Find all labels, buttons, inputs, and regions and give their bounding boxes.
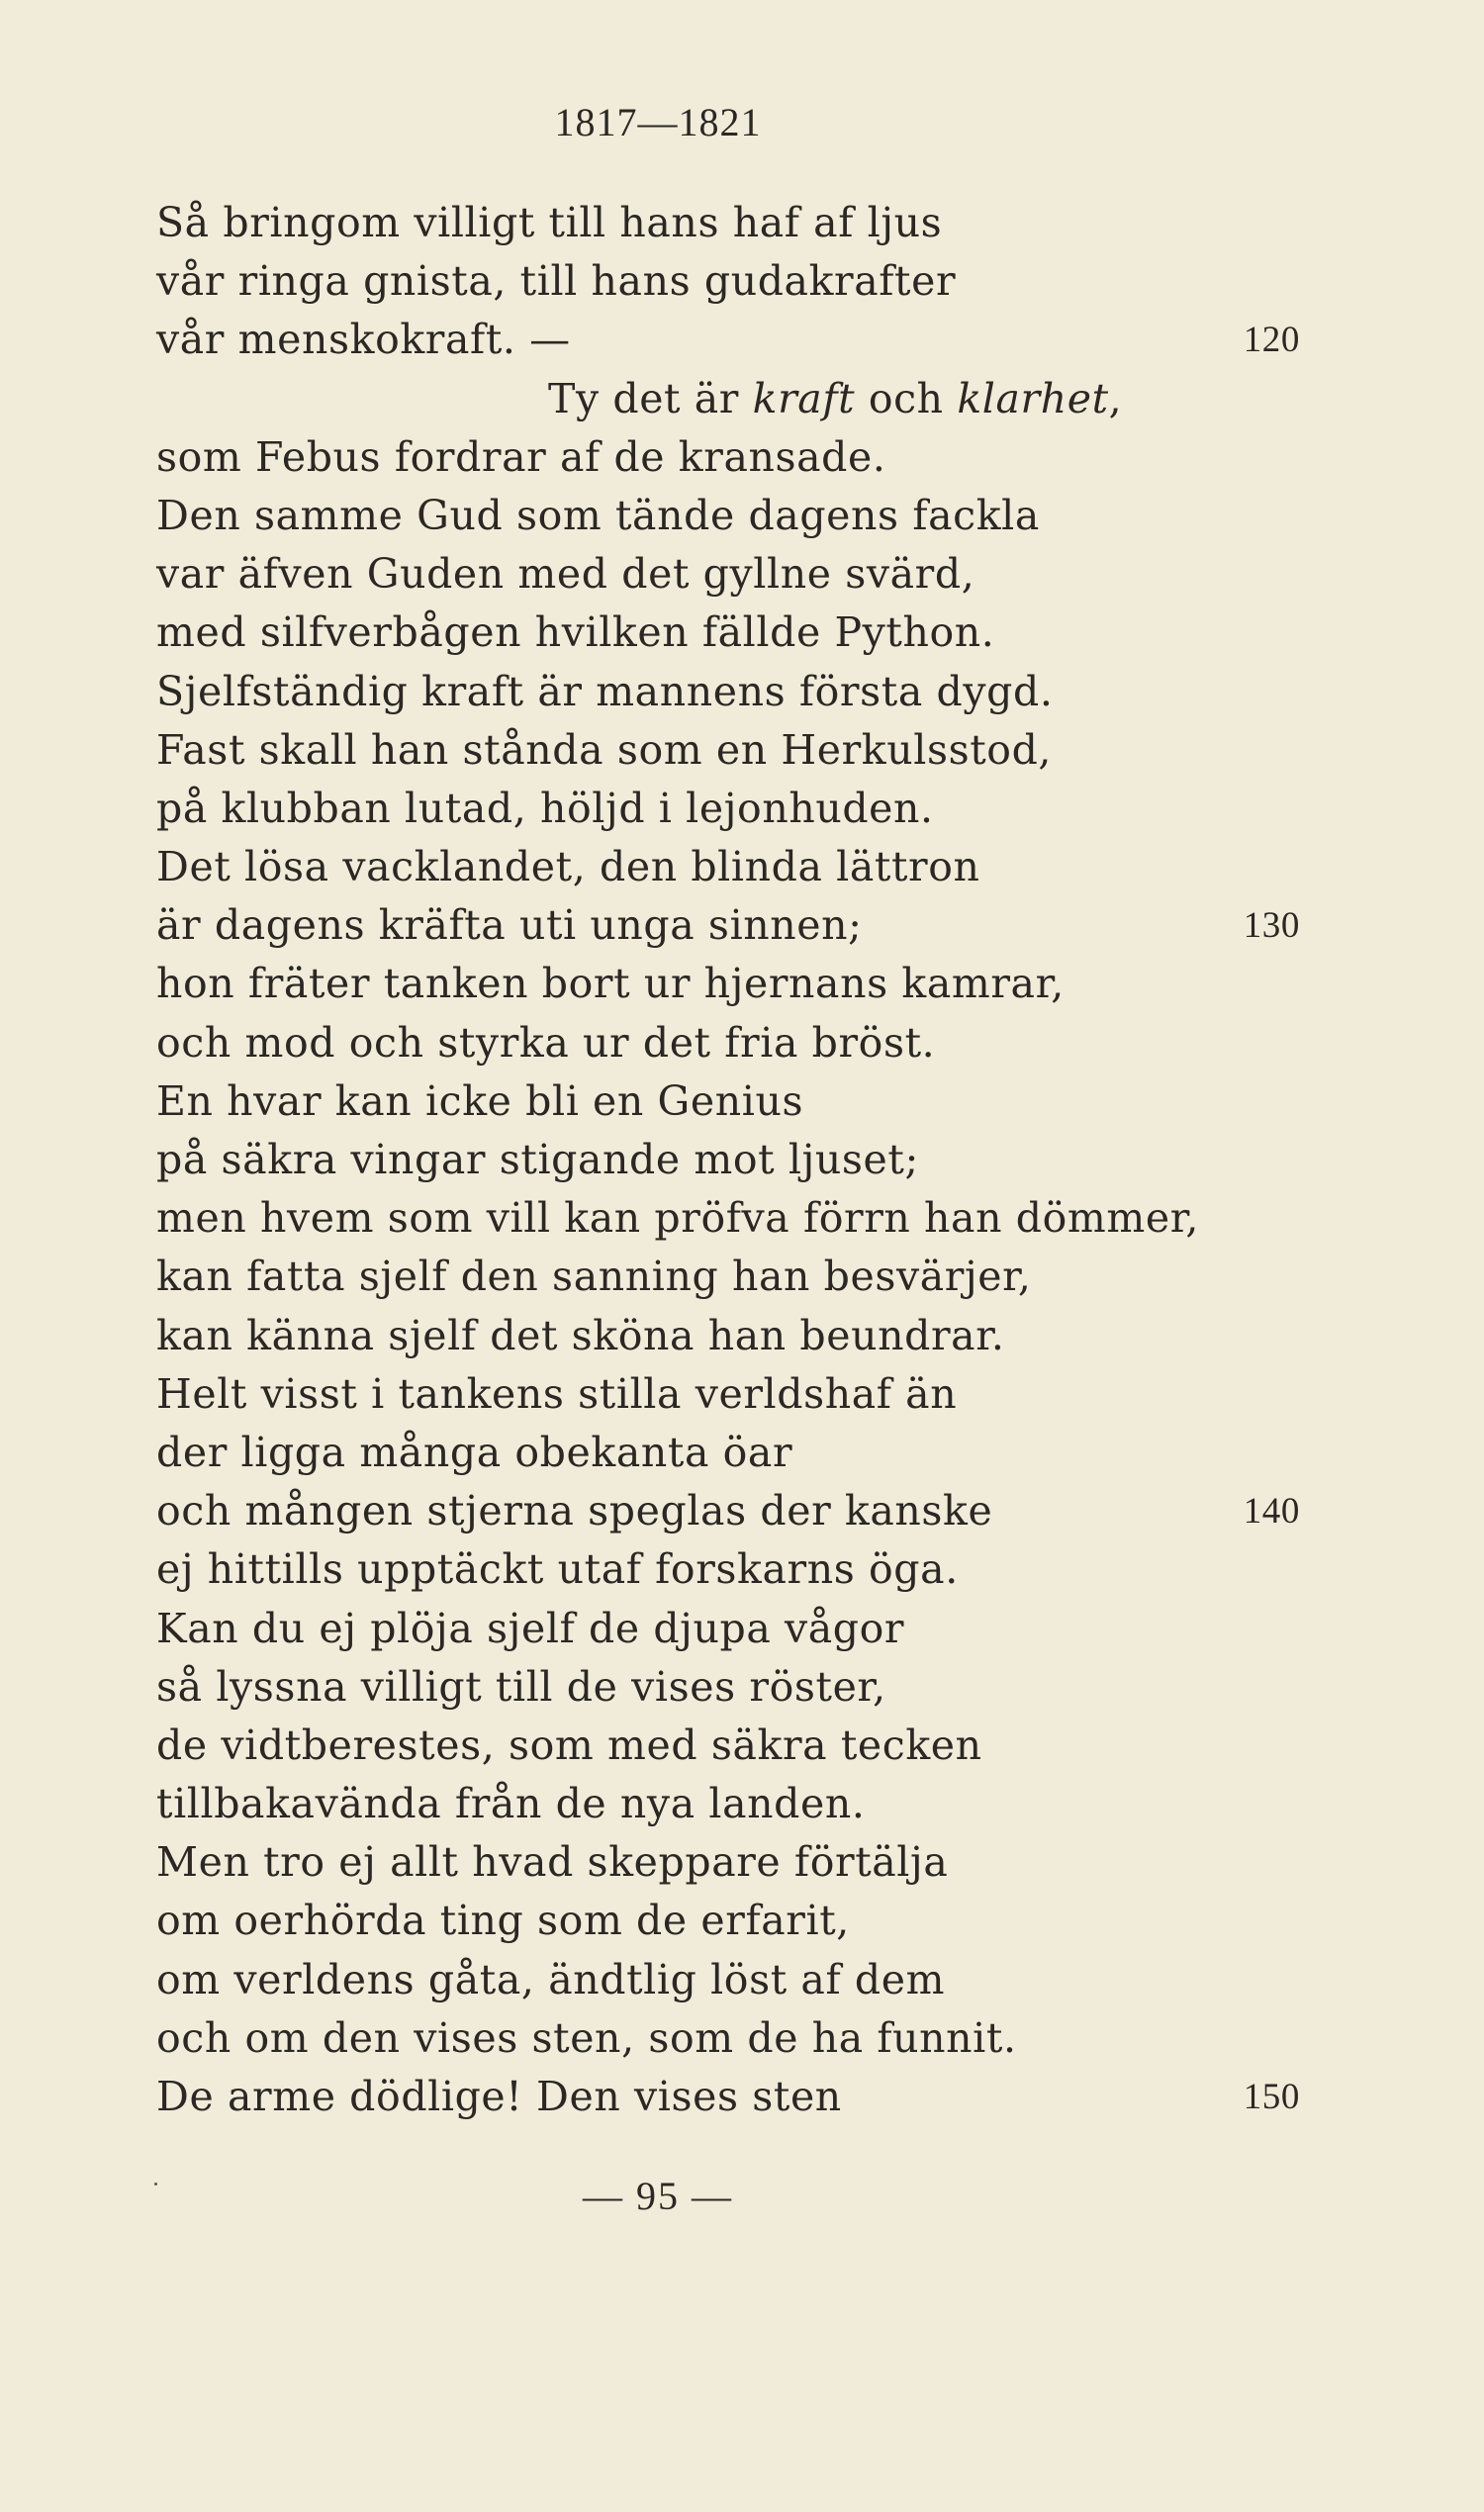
- poem-line: [156, 487, 1324, 545]
- poem-line-text: kan känna sjelf det sköna han beundrar.: [156, 1311, 1005, 1359]
- poem-text: [156, 194, 1324, 2126]
- poem-line: [156, 1248, 1324, 1306]
- poem-line-text: och mod och styrka ur det fria bröst.: [156, 1018, 936, 1067]
- poem-line: [156, 1482, 1324, 1540]
- line-number: 150: [1243, 2077, 1300, 2117]
- poem-line-text: så lyssna villigt till de vises röster,: [156, 1662, 886, 1711]
- poem-line: [156, 1307, 1324, 1365]
- poem-line-text: är dagens kräfta uti unga sinnen;: [156, 901, 863, 950]
- poem-line: [156, 252, 1324, 311]
- poem-line-text: Men tro ej allt hvad skeppare förtälja: [156, 1838, 949, 1887]
- line-number: 140: [1243, 1491, 1300, 1533]
- poem-line-text: men hvem som vill kan pröfva förrn han dömmer,: [156, 1194, 1200, 1243]
- poem-line-text: och om den vises sten, som de ha funnit.: [156, 2013, 1017, 2062]
- poem-line: [156, 1540, 1324, 1599]
- poem-line-text: på klubban lutad, höljd i lejonhuden.: [156, 784, 934, 832]
- poem-line-text: tillbakavända från de nya landen.: [156, 1780, 866, 1828]
- poem-line: [156, 545, 1324, 604]
- poem-line: [156, 1833, 1324, 1892]
- poem-line-text: ,: [1108, 374, 1123, 422]
- poem-line: [156, 2009, 1324, 2068]
- poem-line-text: Fast skall han stånda som en Herkulsstod,: [156, 725, 1053, 774]
- poem-line: [156, 2068, 1324, 2126]
- poem-line-text: Kan du ej plöja sjelf de djupa vågor: [156, 1604, 905, 1652]
- poem-line: [156, 1775, 1324, 1833]
- poem-line-text: med silfverbågen hvilken fällde Python.: [156, 608, 995, 657]
- poem-line-text: var äfven Guden med det gyllne svärd,: [156, 550, 975, 599]
- poem-line-text: och mången stjerna speglas der kanske: [156, 1487, 993, 1535]
- poem-line: [156, 896, 1324, 955]
- poem-line: [156, 194, 1324, 252]
- poem-line: [156, 1658, 1324, 1717]
- poem-line-text: om oerhörda ting som de erfarit,: [156, 1897, 850, 1945]
- poem-line: [156, 604, 1324, 662]
- poem-line-text: vår menskokraft. —: [156, 316, 571, 364]
- poem-line-text: om verldens gåta, ändtlig löst af dem: [156, 1955, 946, 2003]
- poem-line: [156, 1072, 1324, 1131]
- poem-line: [156, 838, 1324, 896]
- poem-line-text: Ty det är: [548, 374, 753, 422]
- poem-line-text: Så bringom villigt till hans haf af ljus: [156, 199, 943, 246]
- poem-line: [156, 663, 1324, 721]
- poem-line: [156, 1600, 1324, 1658]
- poem-line-emphasis: klarhet: [957, 374, 1109, 422]
- poem-line-text: Den samme Gud som tände dagens fackla: [156, 491, 1040, 539]
- poem-line-text: vår ringa gnista, till hans gudakrafter: [156, 257, 957, 306]
- poem-line-text: De arme dödlige! Den vises sten: [156, 2073, 842, 2120]
- poem-line-text: Sjelfständig kraft är mannens första dygd.: [156, 667, 1054, 715]
- poem-line-text: der ligga många obekanta öar: [156, 1428, 793, 1476]
- poem-line-text: på säkra vingar stigande mot ljuset;: [156, 1136, 919, 1183]
- poem-line-text: Det lösa vacklandet, den blinda lättron: [156, 843, 980, 891]
- poem-line: [156, 1131, 1324, 1189]
- poem-line: [156, 1014, 1324, 1072]
- poem-line: [156, 780, 1324, 838]
- poem-line: [156, 1951, 1324, 2009]
- poem-line: [156, 1892, 1324, 1950]
- line-number: 130: [1243, 905, 1300, 947]
- poem-line-text: de vidtberestes, som med säkra tecken: [156, 1721, 982, 1769]
- poem-line: [156, 428, 1324, 487]
- poem-line-text: och: [855, 374, 958, 422]
- poem-line: [156, 721, 1324, 780]
- poem-line: [156, 1424, 1324, 1482]
- poem-line: [156, 1717, 1324, 1775]
- poem-line: [156, 311, 1324, 369]
- line-number: 120: [1243, 320, 1300, 361]
- poem-line-text: ej hittills upptäckt utaf forskarns öga.: [156, 1545, 959, 1594]
- poem-line: [156, 1365, 1324, 1424]
- poem-line: [156, 1189, 1324, 1248]
- poem-line-emphasis: kraft: [752, 374, 856, 422]
- poem-line-text: hon fräter tanken bort ur hjernans kamrar,: [156, 960, 1065, 1008]
- page-number: — 95 —: [583, 2174, 733, 2218]
- poem-line-text: Helt visst i tankens stilla verldshaf än: [156, 1369, 958, 1418]
- running-header: 1817—1821: [554, 100, 762, 144]
- poem-line: [156, 370, 1324, 428]
- poem-line: [156, 955, 1324, 1013]
- poem-line-text: som Febus fordrar af de kransade.: [156, 432, 886, 481]
- poem-line-text: En hvar kan icke bli en Genius: [156, 1076, 804, 1125]
- poem-line-text: kan fatta sjelf den sanning han besvärjer,: [156, 1253, 1032, 1301]
